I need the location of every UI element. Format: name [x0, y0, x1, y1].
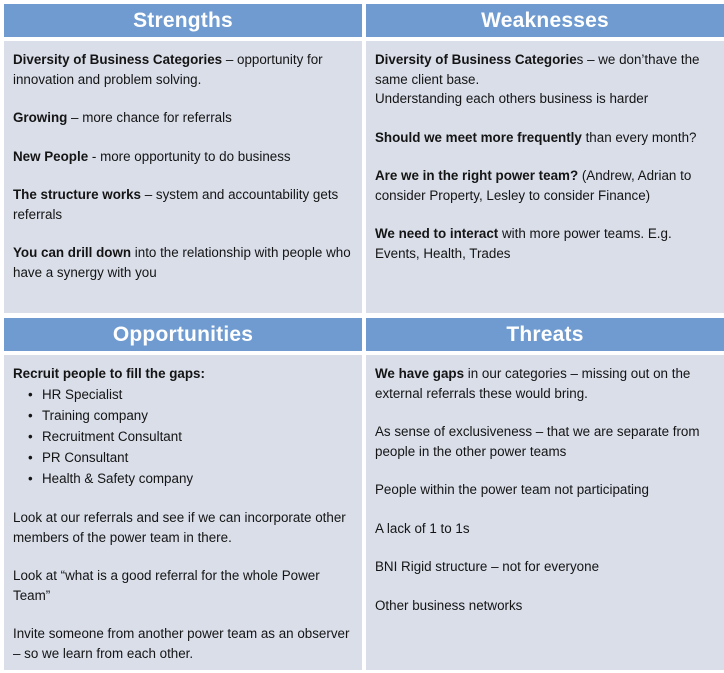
- entry-lead: Are we in the right power team?: [375, 168, 579, 183]
- list-item: [13, 384, 352, 405]
- quadrant-body-threats: [366, 355, 724, 670]
- entry-lead: Should we meet more frequently: [375, 129, 582, 145]
- list-item-label: Health & Safety company: [42, 471, 194, 486]
- entry-lead: We have gaps: [375, 366, 465, 381]
- entry-lead: The structure works: [13, 187, 141, 202]
- quadrant-opportunities: [4, 318, 362, 670]
- bullet-list-heading: Recruit people to fill the gaps:: [13, 366, 205, 381]
- swot-entry: [13, 108, 352, 128]
- entry-lead: We need to interact: [375, 226, 499, 241]
- quadrant-threats: [366, 318, 724, 670]
- entry-lead: New People: [13, 148, 89, 164]
- bullet-dot-icon: •: [28, 471, 33, 486]
- swot-entry: [13, 185, 352, 224]
- quadrant-body-strengths: [4, 41, 362, 313]
- entry-rest: A lack of 1 to 1s: [375, 520, 470, 536]
- entry-rest: Look at our referrals and see if we can incorporate other members of the power team in there.: [13, 510, 346, 545]
- entry-rest: into the relationship with people who have a synergy with you: [13, 245, 351, 280]
- bullet-dot-icon: •: [28, 408, 33, 423]
- swot-entry: [375, 364, 714, 403]
- quadrant-title-opportunities: Opportunities: [4, 318, 362, 351]
- swot-entry: [375, 557, 714, 577]
- swot-entry: [375, 224, 714, 263]
- swot-entry: [375, 422, 714, 461]
- quadrant-body-opportunities: [4, 355, 362, 670]
- entry-lead: Diversity of Business Categories: [13, 52, 223, 67]
- swot-entry: [375, 480, 714, 500]
- entry-lead: Growing: [13, 110, 68, 125]
- entry-rest: People within the power team not participating: [375, 482, 649, 497]
- quadrant-weaknesses: [366, 4, 724, 313]
- entry-rest: As sense of exclusiveness – that we are separate from people in the other power teams: [375, 424, 700, 459]
- entry-rest: Other business networks: [375, 597, 523, 613]
- swot-entry: [375, 50, 714, 109]
- list-item: [13, 447, 352, 468]
- entry-rest: than every month?: [581, 129, 697, 145]
- swot-entry: [375, 166, 714, 205]
- entry-rest: Invite someone from another power team as an observer – so we learn from each other.: [13, 626, 350, 661]
- swot-entry: [13, 624, 352, 663]
- swot-entry: [375, 519, 714, 539]
- entry-rest: s – we don’thave the same client base.: [375, 52, 700, 87]
- bullet-dot-icon: •: [28, 387, 33, 402]
- swot-entry: [13, 243, 352, 282]
- entry-rest: in our categories – missing out on the external referrals these would bring.: [375, 366, 691, 401]
- list-item: [13, 426, 352, 447]
- bullet-dot-icon: •: [28, 429, 33, 444]
- entry-rest: – system and accountability gets referrals: [13, 187, 339, 222]
- opportunities-bullet-list: [13, 384, 352, 489]
- entry-lead: Diversity of Business Categorie: [375, 52, 577, 67]
- list-item: [13, 405, 352, 426]
- quadrant-strengths: [4, 4, 362, 313]
- entry-rest: - more opportunity to do business: [88, 148, 291, 164]
- swot-entry: [375, 128, 714, 148]
- swot-entry: [13, 508, 352, 547]
- list-item-label: Training company: [42, 408, 148, 423]
- swot-entry: [13, 566, 352, 605]
- quadrant-title-strengths: Strengths: [4, 4, 362, 37]
- list-item-label: HR Specialist: [42, 387, 123, 402]
- entry-rest: Look at “what is a good referral for the whole Power Team”: [13, 568, 320, 603]
- list-item: [13, 468, 352, 489]
- entry-rest: BNI Rigid structure – not for everyone: [375, 559, 600, 574]
- list-item-label: PR Consultant: [42, 450, 129, 465]
- swot-entry: [375, 596, 714, 616]
- entry-rest: with more power teams. E.g. Events, Health, Trades: [375, 226, 672, 261]
- entry-lead: You can drill down: [13, 245, 132, 260]
- entry-rest: (Andrew, Adrian to consider Property, Lesley to consider Finance): [375, 168, 692, 203]
- entry-rest: – opportunity for innovation and problem solving.: [13, 52, 323, 87]
- swot-entry: [13, 50, 352, 89]
- swot-entry: [13, 147, 352, 167]
- quadrant-title-weaknesses: Weaknesses: [366, 4, 724, 37]
- entry-extra-line: Understanding each others business is harder: [375, 91, 649, 106]
- bullet-dot-icon: •: [28, 450, 33, 465]
- list-item-label: Recruitment Consultant: [42, 429, 182, 444]
- quadrant-body-weaknesses: [366, 41, 724, 313]
- quadrant-title-threats: Threats: [366, 318, 724, 351]
- entry-rest: – more chance for referrals: [67, 110, 232, 125]
